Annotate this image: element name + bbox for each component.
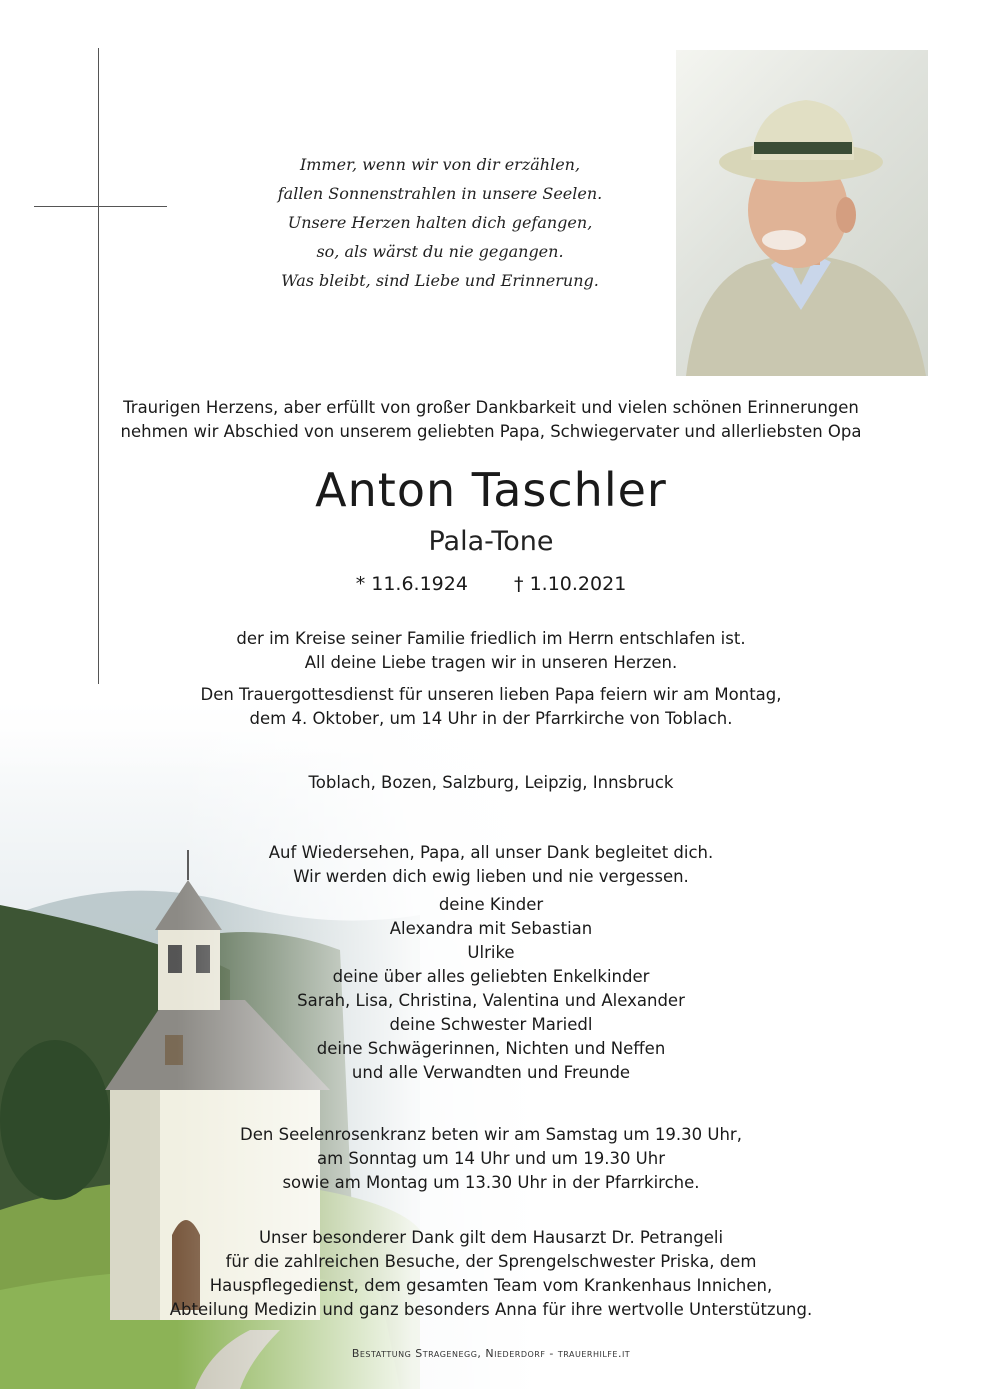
poem-line: Unsere Herzen halten dich gefangen, (287, 213, 593, 232)
deceased-nickname: Pala-Tone (428, 526, 554, 557)
farewell-text (0, 841, 982, 889)
family-line: deine Schwägerinnen, Nichten und Neffen (316, 1039, 666, 1058)
passing-text (0, 627, 982, 675)
portrait-photo (676, 50, 928, 376)
funeral-service-text (0, 683, 982, 731)
poem-line: Was bleibt, sind Liebe und Erinnerung. (281, 271, 599, 290)
family-line: Alexandra mit Sebastian (389, 919, 593, 938)
funeral-home-footer: Bestattung Stragenegg, Niederdorf - trauerhilfe.it (351, 1347, 631, 1360)
family-list (0, 893, 982, 1085)
cross-icon-horizontal (34, 206, 167, 207)
intro-line: nehmen wir Abschied von unserem geliebten Papa, Schwiegervater und allerliebsten Opa (120, 422, 862, 441)
poem-line: Immer, wenn wir von dir erzählen, (299, 155, 581, 174)
body-line: der im Kreise seiner Familie friedlich im Herrn entschlafen ist. (236, 629, 746, 648)
intro-text (0, 396, 982, 444)
thanks-line: Hauspflegedienst, dem gesamten Team vom Krankenhaus Innichen, (209, 1276, 773, 1295)
deceased-name: Anton Taschler (315, 463, 667, 517)
thanks-line: Unser besonderer Dank gilt dem Hausarzt Dr. Petrangeli (258, 1228, 724, 1247)
thanks-line: für die zahlreichen Besuche, der Sprengelschwester Priska, dem (225, 1252, 757, 1271)
family-line: deine über alles geliebten Enkelkinder (332, 967, 650, 986)
birth-date: * 11.6.1924 (355, 573, 468, 595)
portrait-image (676, 50, 928, 376)
intro-line: Traurigen Herzens, aber erfüllt von großer Dankbarkeit und vielen schönen Erinnerungen (123, 398, 859, 417)
farewell-line: Auf Wiedersehen, Papa, all unser Dank begleitet dich. (268, 843, 714, 862)
places-line: Toblach, Bozen, Salzburg, Leipzig, Innsbruck (308, 773, 674, 792)
body-line: Den Trauergottesdienst für unseren lieben Papa feiern wir am Montag, (200, 685, 782, 704)
family-line: Ulrike (467, 943, 515, 962)
rosary-line: am Sonntag um 14 Uhr und um 19.30 Uhr (317, 1149, 665, 1168)
body-line: dem 4. Oktober, um 14 Uhr in der Pfarrkirche von Toblach. (249, 709, 733, 728)
poem-line: so, als wärst du nie gegangen. (316, 242, 564, 261)
poem-line: fallen Sonnenstrahlen in unsere Seelen. (277, 184, 603, 203)
memorial-poem (230, 150, 650, 295)
family-line: deine Kinder (438, 895, 544, 914)
family-line: Sarah, Lisa, Christina, Valentina und Alexander (297, 991, 685, 1010)
rosary-line: Den Seelenrosenkranz beten wir am Samstag um 19.30 Uhr, (240, 1125, 742, 1144)
farewell-line: Wir werden dich ewig lieben und nie vergessen. (293, 867, 689, 886)
thanks-text (0, 1226, 982, 1322)
life-dates (0, 570, 982, 598)
family-line: und alle Verwandten und Freunde (351, 1063, 631, 1082)
body-line: All deine Liebe tragen wir in unseren Herzen. (304, 653, 678, 672)
thanks-line: Abteilung Medizin und ganz besonders Anna für ihre wertvolle Unterstützung. (169, 1300, 813, 1319)
death-date: † 1.10.2021 (514, 573, 627, 595)
rosary-line: sowie am Montag um 13.30 Uhr in der Pfarrkirche. (282, 1173, 700, 1192)
family-line: deine Schwester Mariedl (389, 1015, 593, 1034)
rosary-text (0, 1123, 982, 1195)
